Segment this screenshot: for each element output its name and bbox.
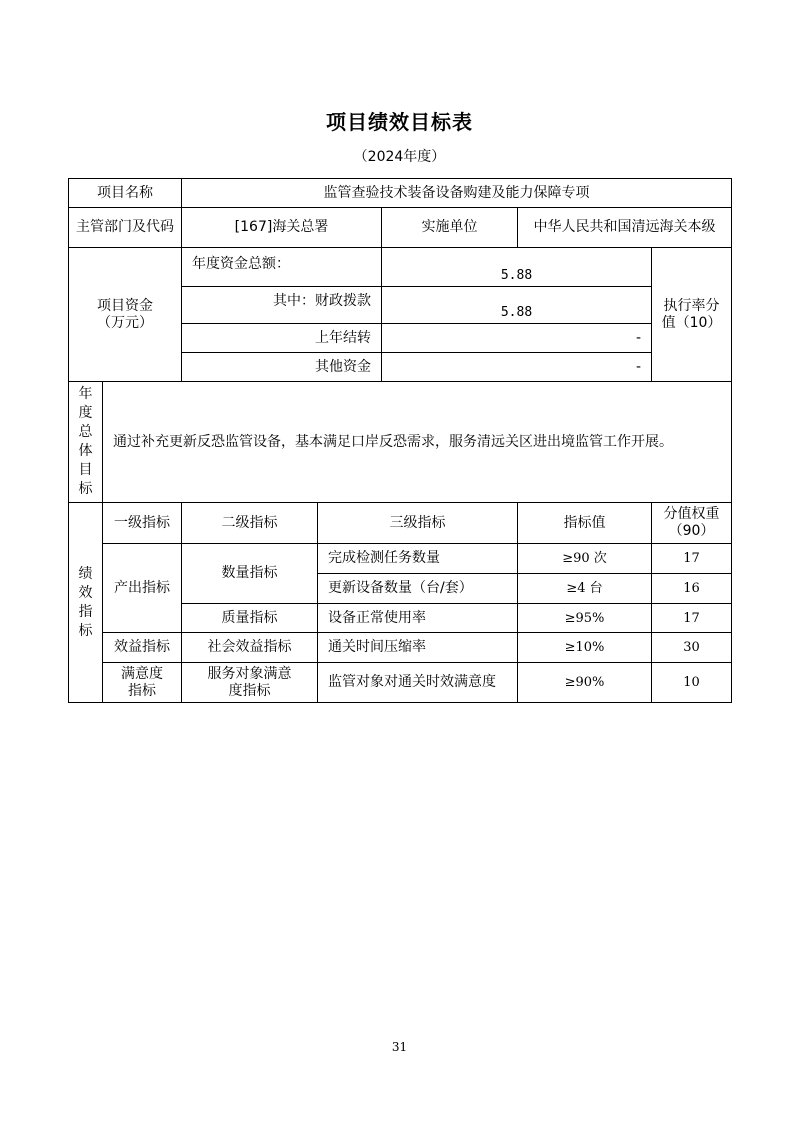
funds-other-value: - — [382, 353, 652, 382]
subgroup-social: 社会效益指标 — [182, 633, 318, 663]
indicator-value: ≥90 次 — [518, 544, 652, 574]
header-level1: 一级指标 — [103, 503, 182, 544]
page-subtitle: （2024年度） — [353, 149, 446, 165]
unit-label: 实施单位 — [382, 208, 518, 248]
funds-total-label: 年度资金总额： — [182, 248, 382, 287]
table-row — [69, 663, 732, 703]
annual-goal-label: 年度总体目标 — [69, 382, 103, 503]
project-name-value: 监管查验技术装备设备购建及能力保障专项 — [182, 179, 732, 208]
indicator-weight: 16 — [652, 574, 732, 604]
funds-carryover-value: - — [382, 324, 652, 353]
performance-section-label: 绩效指标 — [69, 503, 103, 703]
funds-label: 项目资金（万元） — [69, 248, 182, 382]
indicator-value: ≥95% — [518, 604, 652, 633]
header-weight: 分值权重（90） — [652, 503, 732, 544]
header-level2: 二级指标 — [182, 503, 318, 544]
funds-other-label: 其他资金 — [182, 353, 382, 382]
header-level3: 三级指标 — [318, 503, 518, 544]
indicator-name: 设备正常使用率 — [318, 604, 518, 633]
funds-fiscal-label: 其中：财政拨款 — [182, 287, 382, 324]
subgroup-quality: 质量指标 — [182, 604, 318, 633]
indicator-value: ≥90% — [518, 663, 652, 703]
dept-value: [167]海关总署 — [182, 208, 382, 248]
group-benefit: 效益指标 — [103, 633, 182, 663]
execution-rate-label: 执行率分值（10） — [652, 248, 732, 382]
table-row — [69, 503, 732, 544]
subgroup-service: 服务对象满意度指标 — [182, 663, 318, 703]
subgroup-quantity: 数量指标 — [182, 544, 318, 604]
table-row — [69, 208, 732, 248]
funds-carryover-label: 上年结转 — [182, 324, 382, 353]
indicator-weight: 10 — [652, 663, 732, 703]
table-row — [69, 544, 732, 574]
header-value: 指标值 — [518, 503, 652, 544]
indicator-weight: 17 — [652, 544, 732, 574]
funds-total-value: 5.88 — [382, 248, 652, 287]
annual-goal-text: 通过补充更新反恐监管设备，基本满足口岸反恐需求，服务清远关区进出境监管工作开展。 — [103, 382, 732, 503]
indicator-value: ≥4 台 — [518, 574, 652, 604]
indicator-name: 监管对象对通关时效满意度 — [318, 663, 518, 703]
performance-table — [68, 178, 732, 703]
indicator-name: 更新设备数量（台/套） — [318, 574, 518, 604]
indicator-weight: 17 — [652, 604, 732, 633]
indicator-value: ≥10% — [518, 633, 652, 663]
page-title: 项目绩效目标表 — [326, 110, 473, 134]
page-number: 31 — [391, 1040, 408, 1054]
indicator-weight: 30 — [652, 633, 732, 663]
funds-fiscal-value: 5.88 — [382, 287, 652, 324]
group-output: 产出指标 — [103, 544, 182, 633]
project-name-label: 项目名称 — [69, 179, 182, 208]
indicator-name: 通关时间压缩率 — [318, 633, 518, 663]
table-row — [69, 248, 732, 287]
indicator-name: 完成检测任务数量 — [318, 544, 518, 574]
unit-value: 中华人民共和国清远海关本级 — [518, 208, 732, 248]
group-satisfaction: 满意度指标 — [103, 663, 182, 703]
table-row — [69, 633, 732, 663]
dept-label: 主管部门及代码 — [69, 208, 182, 248]
table-row — [69, 179, 732, 208]
table-row — [69, 382, 732, 503]
